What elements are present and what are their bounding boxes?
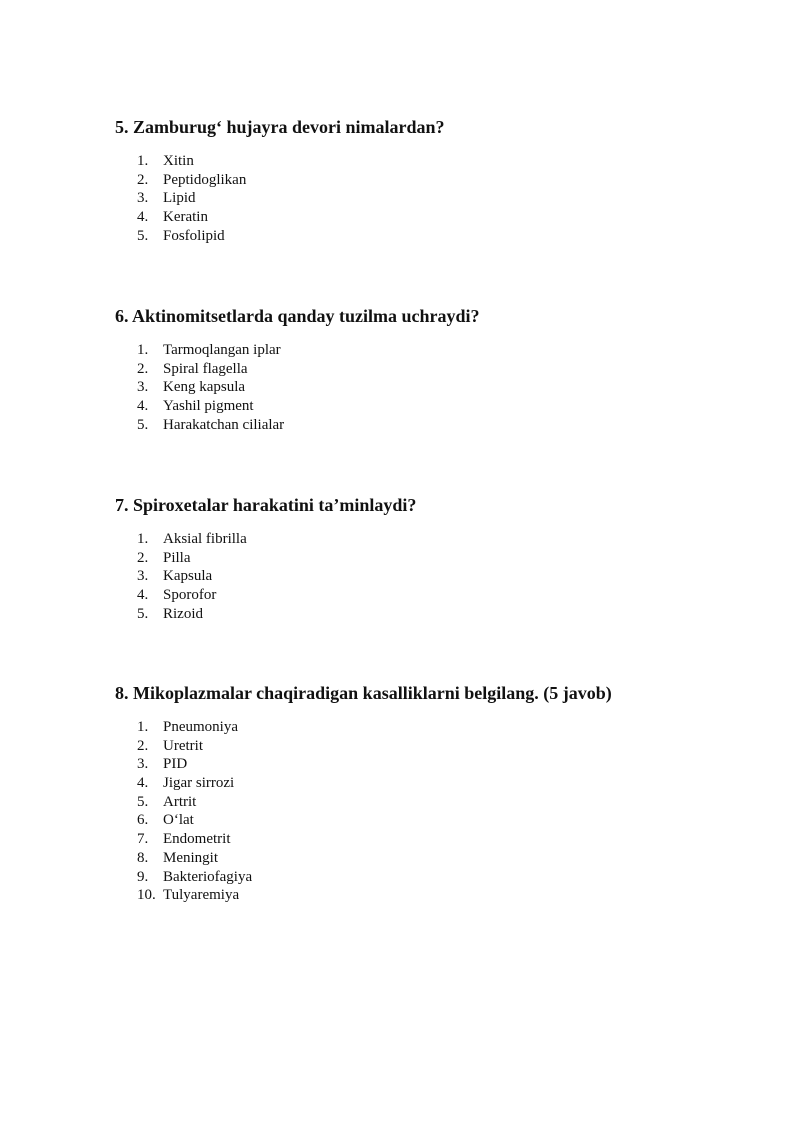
option-number: 4.: [137, 587, 149, 604]
option-item: [115, 830, 755, 849]
question-title: 7. Spiroxetalar harakatini ta’minlaydi?: [115, 495, 417, 515]
option-item: [115, 849, 755, 868]
option-text: Spiral flagella: [163, 360, 248, 377]
option-number: 1.: [137, 342, 149, 358]
question-6: [115, 305, 755, 434]
option-text: Endometrit: [163, 831, 231, 848]
option-number: 1.: [137, 531, 149, 547]
option-text: Artrit: [163, 793, 197, 810]
option-number: 5.: [137, 605, 149, 622]
option-text: Bakteriofagiya: [163, 868, 253, 885]
option-number: 4.: [137, 209, 149, 226]
option-text: Sporofor: [163, 587, 217, 604]
option-number: 2.: [137, 549, 149, 566]
option-item: [115, 416, 755, 435]
option-item: [115, 774, 755, 793]
question-title: 6. Aktinomitsetlarda qanday tuzilma uchraydi?: [115, 306, 480, 326]
option-item: [115, 397, 755, 416]
option-number: 3.: [137, 379, 149, 396]
question-title: 8. Mikoplazmalar chaqiradigan kasalliklarni belgilang. (5 javob): [115, 683, 612, 703]
option-number: 7.: [137, 831, 149, 848]
option-number: 3.: [137, 756, 149, 773]
option-item: [115, 378, 755, 397]
option-text: Peptidoglikan: [163, 171, 247, 188]
option-number: 3.: [137, 190, 149, 207]
question-8: [115, 682, 755, 905]
option-text: Rizoid: [163, 605, 203, 622]
option-text: Kapsula: [163, 568, 213, 585]
option-text: Aksial fibrilla: [163, 531, 247, 547]
option-text: O‘lat: [163, 812, 194, 829]
option-item: [115, 227, 755, 246]
question-title: 5. Zamburug‘ hujayra devori nimalardan?: [115, 117, 445, 137]
option-item: [115, 586, 755, 605]
options-list: [115, 718, 755, 905]
option-number: 6.: [137, 812, 149, 829]
option-item: [115, 886, 755, 905]
option-item: [115, 171, 755, 190]
option-text: Keng kapsula: [163, 379, 246, 396]
option-item: [115, 208, 755, 227]
option-number: 5.: [137, 416, 149, 433]
option-number: 2.: [137, 171, 149, 188]
options-list: [115, 152, 755, 245]
option-text: Lipid: [163, 190, 196, 207]
option-item: [115, 549, 755, 568]
option-item: [115, 341, 755, 360]
options-list: [115, 530, 755, 623]
option-number: 5.: [137, 227, 149, 244]
option-item: [115, 868, 755, 887]
option-number: 8.: [137, 849, 149, 866]
option-text: Yashil pigment: [163, 398, 254, 415]
question-5: [115, 116, 755, 245]
option-item: [115, 811, 755, 830]
option-item: [115, 152, 755, 171]
option-item: [115, 793, 755, 812]
option-number: 4.: [137, 398, 149, 415]
option-number: 1.: [137, 719, 149, 735]
option-number: 3.: [137, 568, 149, 585]
option-item: [115, 718, 755, 737]
option-text: Jigar sirrozi: [163, 775, 235, 792]
option-text: Pneumoniya: [163, 719, 238, 735]
option-text: PID: [163, 756, 188, 773]
option-number: 9.: [137, 868, 149, 885]
option-text: Tulyaremiya: [163, 887, 240, 904]
option-number: 1.: [137, 153, 149, 169]
option-text: Pilla: [163, 549, 191, 566]
option-number: 2.: [137, 360, 149, 377]
option-item: [115, 605, 755, 624]
option-text: Tarmoqlangan iplar: [163, 342, 281, 358]
option-item: [115, 755, 755, 774]
option-number: 10.: [137, 887, 156, 904]
option-text: Meningit: [163, 849, 218, 866]
option-text: Uretrit: [163, 737, 203, 754]
option-item: [115, 360, 755, 379]
question-7: [115, 494, 755, 623]
option-number: 2.: [137, 737, 149, 754]
option-item: [115, 189, 755, 208]
option-text: Xitin: [163, 153, 194, 169]
option-item: [115, 530, 755, 549]
option-number: 5.: [137, 793, 149, 810]
option-number: 4.: [137, 775, 149, 792]
option-item: [115, 737, 755, 756]
options-list: [115, 341, 755, 434]
option-text: Harakatchan cilialar: [163, 416, 285, 433]
option-text: Keratin: [163, 209, 208, 226]
option-item: [115, 567, 755, 586]
option-text: Fosfolipid: [163, 227, 225, 244]
